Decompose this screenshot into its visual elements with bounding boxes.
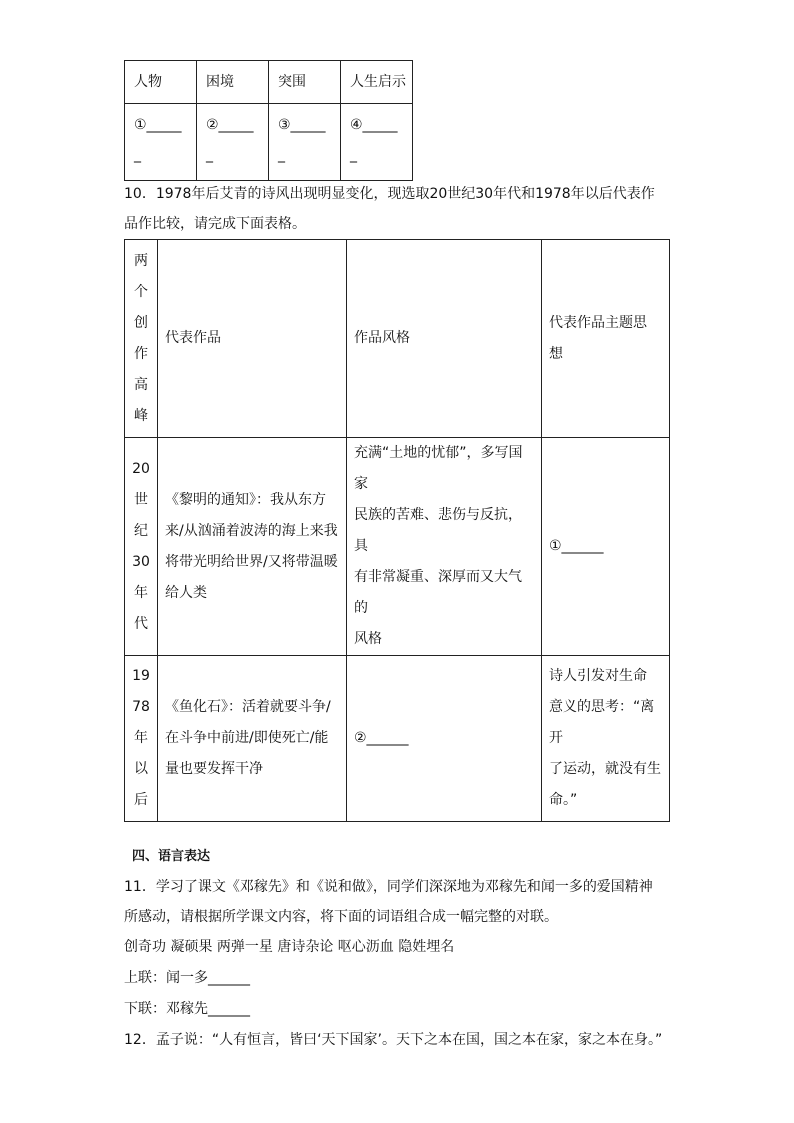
- period-1930s: 20 世 纪 30 年 代: [125, 438, 158, 656]
- blank-cell-2[interactable]: ②_____ _: [197, 104, 269, 181]
- question-11-line1: 11．学习了课文《邓稼先》和《说和做》，同学们深深地为邓稼先和闻一多的爱国精神: [124, 879, 653, 895]
- header-theme: 代表作品主题思 想: [542, 240, 670, 438]
- header-peaks: 两 个 创 作 高 峰: [125, 240, 158, 438]
- question-11-line2: 所感动，请根据所学课文内容，将下面的词语组合成一幅完整的对联。: [124, 909, 558, 925]
- word-bank: 创奇功 凝硕果 两弹一星 唐诗杂论 呕心沥血 隐姓埋名: [124, 939, 455, 955]
- poetry-comparison-table: [124, 239, 670, 822]
- theme-after-1978: 诗人引发对生命 意义的思考：“离开 了运动，就没有生 命。”: [542, 656, 670, 822]
- question-12-line1: 12．孟子说：“人有恒言，皆曰‘天下国家’。天下之本在国，国之本在家，家之本在身。”: [124, 1032, 663, 1048]
- theme-blank-1[interactable]: ①______: [542, 438, 670, 656]
- question-10-line2: 品作比较，请完成下面表格。: [124, 216, 306, 232]
- header-style: 作品风格: [347, 240, 542, 438]
- style-blank-2[interactable]: ②______: [347, 656, 542, 822]
- character-table: [124, 60, 413, 181]
- header-dilemma: 困境: [197, 61, 269, 104]
- period-after-1978: 19 78 年 以 后: [125, 656, 158, 822]
- style-1930s: 充满“土地的忧郁”，多写国家 民族的苦难、悲伤与反抗，具 有非常凝重、深厚而又大气的 风格: [347, 438, 542, 656]
- blank-cell-1[interactable]: ①_____ _: [125, 104, 197, 181]
- section-heading-language: 四、语言表达: [132, 849, 211, 864]
- question-10-line1: 10．1978年后艾青的诗风出现明显变化，现选取20世纪30年代和1978年以后代表作: [124, 186, 655, 202]
- upper-couplet[interactable]: 上联：闻一多______: [124, 970, 250, 986]
- blank-cell-3[interactable]: ③_____ _: [269, 104, 341, 181]
- lower-couplet[interactable]: 下联：邓稼先______: [124, 1001, 250, 1017]
- header-works: 代表作品: [158, 240, 347, 438]
- header-breakthrough: 突围: [269, 61, 341, 104]
- work-dawn-notice: 《黎明的通知》：我从东方 来/从汹涌着波涛的海上来我 将带光明给世界/又将带温暖 给人类: [158, 438, 347, 656]
- header-character: 人物: [125, 61, 197, 104]
- header-life-lesson: 人生启示: [341, 61, 413, 104]
- work-fish-fossil: 《鱼化石》：活着就要斗争/ 在斗争中前进/即使死亡/能 量也要发挥干净: [158, 656, 347, 822]
- blank-cell-4[interactable]: ④_____ _: [341, 104, 413, 181]
